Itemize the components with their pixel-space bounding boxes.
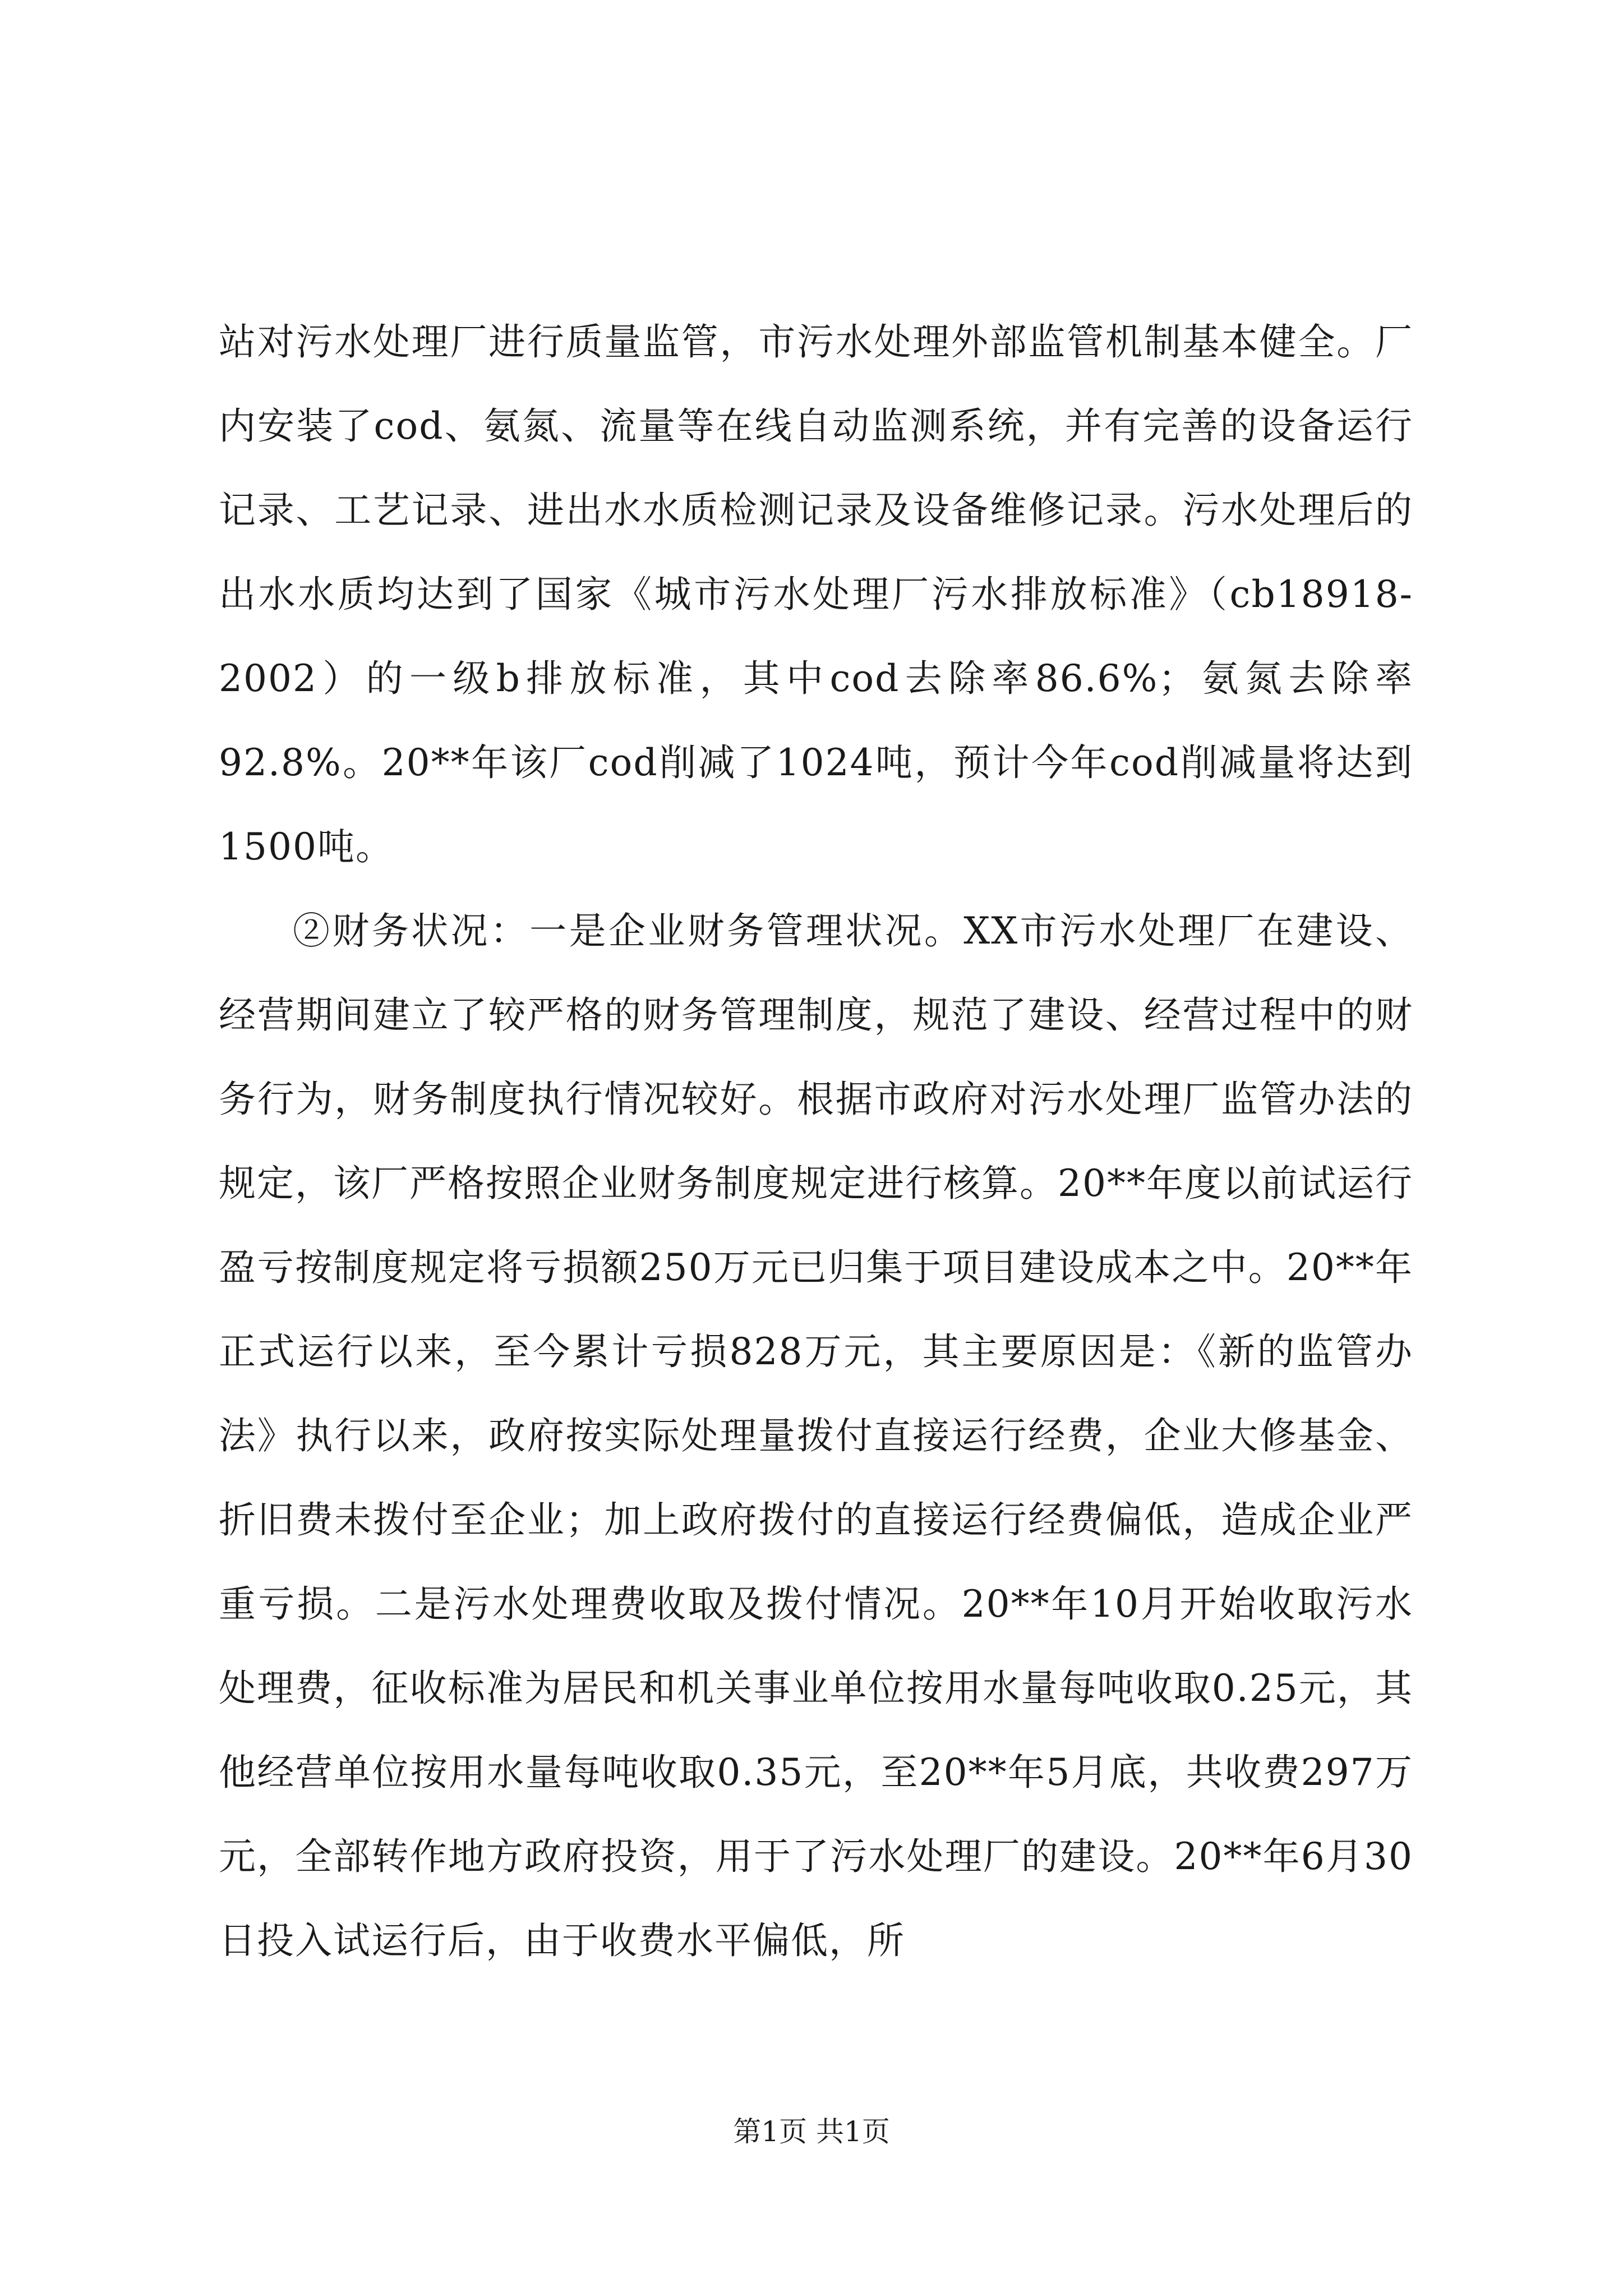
document-body: [219, 300, 1413, 1983]
paragraph-water-quality: 站对污水处理厂进行质量监管，市污水处理外部监管机制基本健全。厂内安装了cod、氨氮、流量等在线自动监测系统，并有完善的设备运行记录、工艺记录、进出水水质检测记录及设备维修记录。污水处理后的出水水质均达到了国家《城市污水处理厂污水排放标准》（cb18918-2002）的一级b排放标准，其中cod去除率86.6%；氨氮去除率92.8%。20**年该厂cod削减了1024吨，预计今年cod削减量将达到1500吨。: [219, 320, 1413, 868]
paragraph-financial-status: ②财务状况：一是企业财务管理状况。XX市污水处理厂在建设、经营期间建立了较严格的财务管理制度，规范了建设、经营过程中的财务行为，财务制度执行情况较好。根据市政府对污水处理厂监管办法的规定，该厂严格按照企业财务制度规定进行核算。20**年度以前试运行盈亏按制度规定将亏损额250万元已归集于项目建设成本之中。20**年正式运行以来，至今累计亏损828万元，其主要原因是：《新的监管办法》执行以来，政府按实际处理量拨付直接运行经费，企业大修基金、折旧费未拨付至企业；加上政府拨付的直接运行经费偏低，造成企业严重亏损。二是污水处理费收取及拨付情况。20**年10月开始收取污水处理费，征收标准为居民和机关事业单位按用水量每吨收取0.25元，其他经营单位按用水量每吨收取0.35元，至20**年5月底，共收费297万元，全部转作地方政府投资，用于了污水处理厂的建设。20**年6月30日投入试运行后，由于收费水平偏低，所: [219, 909, 1413, 1962]
page-footer: 第1页 共1页: [733, 2115, 890, 2148]
